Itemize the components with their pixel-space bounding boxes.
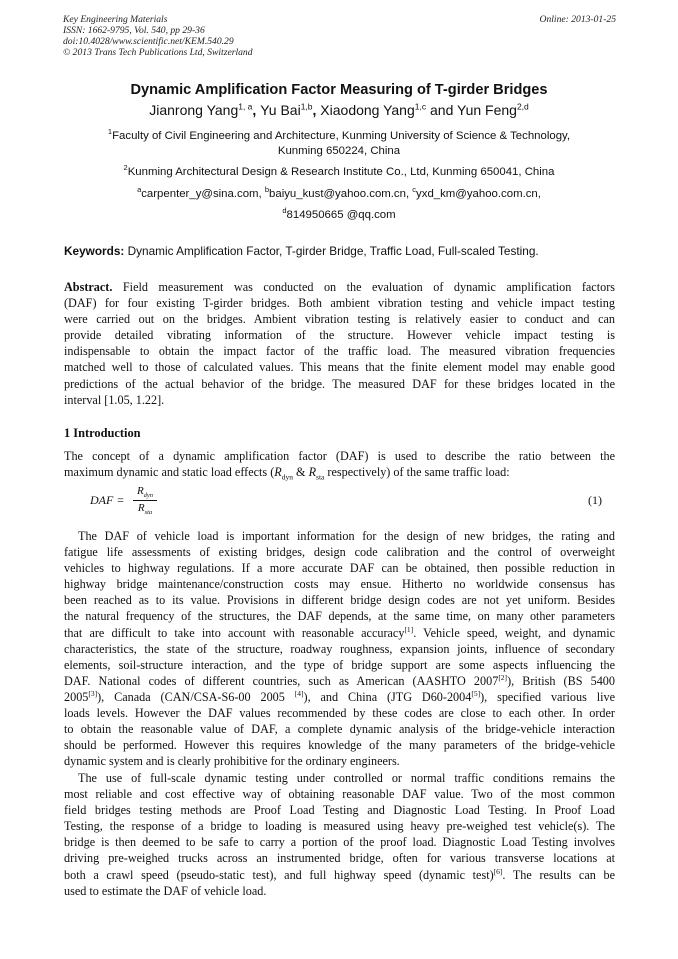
body-line: The DAF of vehicle load is important information for the design of new bridges, the rating and [78,529,615,543]
copyright-line: © 2013 Trans Tech Publications Ltd, Switzerland [63,47,253,58]
equation-denominator [133,502,157,516]
denominator-symbol: R [137,502,145,515]
doi-line: doi:10.4028/www.scientific.net/KEM.540.29 [63,36,234,47]
body-line: bridge is then deemed to be safe to carry a portion of the proof load. Diagnostic Load Testing involves [64,835,615,850]
email-sup: b [264,185,270,195]
email-address: yxd_km@yahoo.com.cn, [416,188,541,200]
equation-lhs: DAF = [90,493,125,507]
body-line: to obtain the reasonable value of DAF, a complete dynamic analysis of the bridge-vehicle interaction [64,722,615,737]
author-affil-sup: 2,d [516,101,529,112]
intro-paragraph-2 [64,528,615,769]
abstract-line: (DAF) for four existing T-girder bridges. Both ambient vibration testing and vehicle impact testing [64,296,615,311]
body-text: ), Canada (CAN/CSA-S6-00 2005 [97,689,295,704]
equation-number: (1) [588,493,602,507]
keywords [64,244,616,258]
abstract-line: matched well to those of calculated values. This means that the finite element model may enable good [64,360,615,375]
author-list: Jianrong Yang$^{1, a}$, Yu Bai$^{1,b}$, Xiaodong Yang$^{1,c}$ and Yun Feng$^{2,d}$ [149,101,529,118]
body-text: ), specified various live [480,689,615,704]
email-line-1 [60,187,618,202]
affiliation-sup: 2 [123,163,128,173]
denominator-sub: sta [144,509,153,517]
body-text: respectively) of the same traffic load: [324,465,510,480]
body-text: & [293,465,309,480]
citation-ref: [6] [493,866,503,876]
email-address: carpenter_y@sina.com, [141,188,265,200]
email-sup: d [282,206,287,216]
email-sup: a [137,185,142,195]
affiliation-text: Kunming 650224, China [277,145,401,157]
intro-paragraph-3 [64,770,615,899]
abstract-line: indispensable to obtain the impact factor of the traffic load. The measured vibration frequencies [64,344,615,359]
body-line [64,867,615,883]
equation-1 [90,485,616,521]
body-line [64,689,615,705]
body-line [64,673,615,689]
email-line-2 [60,208,618,223]
abstract-label: Abstract. [64,280,113,294]
numerator-symbol: R [136,485,144,497]
body-line: field bridges testing methods are Proof Load Testing and Diagnostic Load Testing. In Proof Load [64,803,615,818]
body-line: highway bridge maintenance/construction costs may ensue. Hitherto no worldwide consensus has [64,577,615,592]
author-affil-sup: 1,c [414,101,427,112]
body-line: most reliable and cost effective way of obtaining reasonable DAF value. Two of the most common [64,787,615,802]
affiliation-1 [60,129,618,159]
symbol-sub: dyn [281,472,293,482]
section-heading-introduction: 1 Introduction [64,426,141,440]
body-line: The use of full-scale dynamic testing under controlled or normal traffic conditions remains the [78,771,615,785]
body-line: loads levels. However the DAF values recommended by these codes are close to each other. In order [64,706,615,721]
citation-ref: [1] [404,624,414,634]
citation-ref: [2] [498,672,508,682]
body-text: ), and China (JTG D60-2004 [303,689,472,704]
fraction-bar [133,500,157,501]
body-line: dynamic system and is clearly prohibitive for the ordinary engineers. [64,754,400,769]
equation-fraction [133,485,157,516]
symbol-r: R [308,465,317,480]
abstract-text: Field measurement was conducted on the evaluation of dynamic amplification factors [112,280,615,294]
body-text: that are difficult to take into account with reasonable accuracy [64,625,405,640]
body-line: characteristics, the state of the structure, roadway roughness, expansion joints, influence of secondary [64,641,615,656]
affiliation-sup: 1 [107,127,113,137]
body-text: DAF. National codes of different countries, such as American (AASHTO 2007 [64,673,499,688]
affiliation-text: Kunming Architectural Design & Research Institute Co., Ltd, Kunming 650041, China [127,166,555,178]
body-line: been reached as to its value. Provisions in different bridge design codes are not yet uniform. Besides [64,593,615,608]
abstract-line: provide detailed vibrating information of the structure. However vehicle impact testing is [64,328,615,343]
journal-header [63,14,616,58]
keywords-text: Dynamic Amplification Factor, T-girder Bridge, Traffic Load, Full-scaled Testing. [124,244,539,258]
abstract-line: were carried out on the bridges. Ambient vibration testing is relatively easier to conduct and can [64,312,615,327]
citation-ref: [3] [88,688,98,698]
body-text: both a crawl speed (pseudo-static test), and full highway speed (dynamic test) [64,867,494,882]
author-name: Jianrong Yang [149,102,239,118]
email-address: baiyu_kust@yahoo.com.cn, [269,188,413,200]
issn-line: ISSN: 1662-9795, Vol. 540, pp 29-36 [63,25,205,36]
body-line [64,464,615,480]
citation-ref: [4] [294,688,304,698]
symbol-sub: sta [316,472,325,482]
author-name: Xiaodong Yang [320,102,415,118]
body-text: ), British (BS 5400 [507,673,615,688]
intro-paragraph-1 [64,448,615,480]
email-address: 814950665 @qq.com [286,209,396,221]
author-affil-sup: 1,b [300,101,313,112]
body-text: maximum dynamic and static load effects ( [64,465,275,480]
author-name: Yu Bai [260,102,301,118]
abstract-line [64,279,615,295]
citation-ref: [5] [471,688,481,698]
body-line: the natural frequency of the structures, the DAF depends, at the same time, on many other parameters [64,609,615,624]
body-line [64,625,615,641]
body-line: fatigue life assessments of existing bridges, design code calibration and the control of overweight [64,545,615,560]
body-line: driving pre-weighed trucks across an instrumented bridge, often for various transverse locations at [64,851,615,866]
body-line: Testing, the response of a bridge to loading is measured using heavy pre-weighed test vehicle(s). The [64,819,615,834]
body-line: elements, soil-structure interaction, and the type of bridge support are some aspects influencing the [64,657,615,672]
email-sup: c [412,185,417,195]
body-text: . The results can be [502,867,615,882]
paper-title: Dynamic Amplification Factor Measuring of T-girder Bridges [130,82,548,98]
numerator-sub: dyn [143,492,154,500]
body-line: vehicles to highway regulations. If a more accurate DAF can be obtained, then possible reduction in [64,561,615,576]
body-text: . Vehicle speed, weight, and dynamic [413,625,615,640]
body-line: The concept of a dynamic amplification factor (DAF) is used to describe the ratio between the [64,449,615,463]
body-line: should be performed. However this requires knowledge of the many parameters of the bridge-vehicle [64,738,615,753]
affiliation-2 [60,165,618,180]
author-affil-sup: 1, a [238,101,253,112]
author-name: Yun Feng [457,102,517,118]
abstract [64,279,615,408]
journal-name: Key Engineering Materials [63,14,168,25]
symbol-r: R [274,465,282,480]
abstract-line: interval [1.05, 1.22]. [64,392,165,407]
abstract-line: predictions of the actual behavior of the bridge. The measured DAF for these bridges located in the [64,376,615,391]
body-text: 2005 [64,689,89,704]
body-line: used to estimate the DAF of vehicle load. [64,883,267,898]
keywords-label: Keywords: [64,244,125,258]
affiliation-text: Faculty of Civil Engineering and Architecture, Kunming University of Science & Technology, [112,130,571,142]
equation-numerator [133,485,157,499]
online-date: Online: 2013-01-25 [539,14,616,25]
